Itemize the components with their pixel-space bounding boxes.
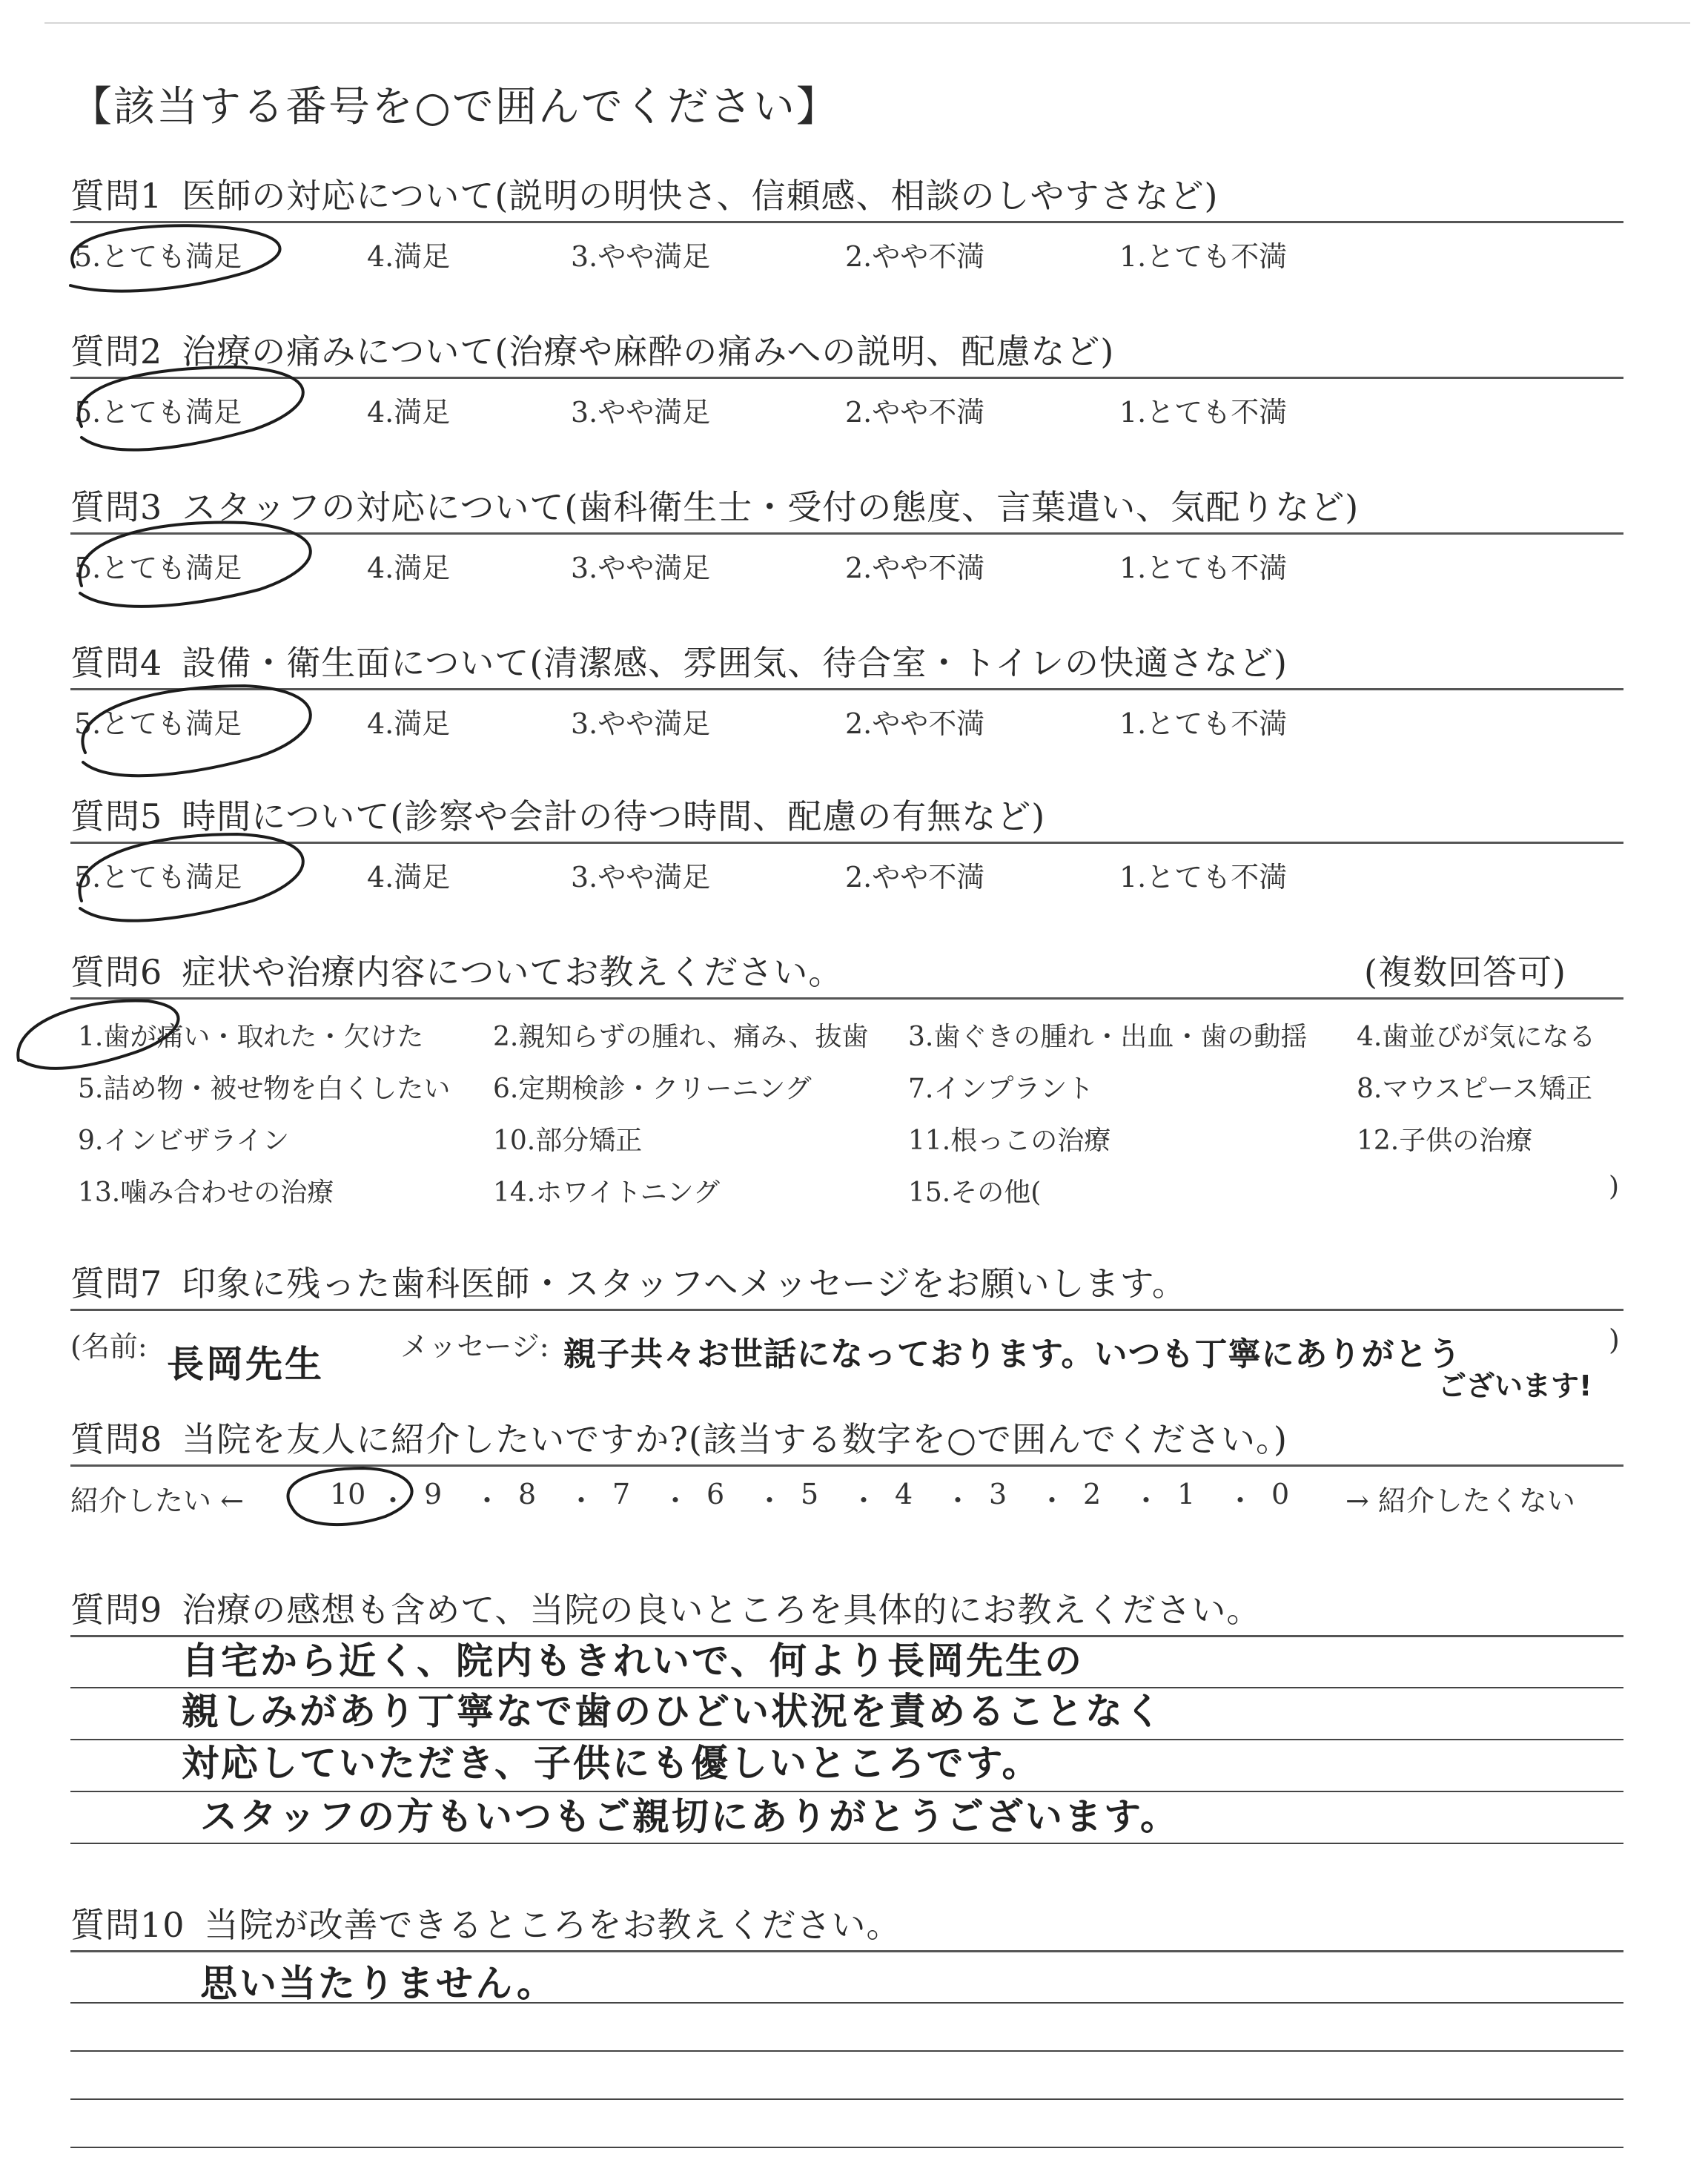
divider — [70, 688, 1623, 690]
q6-option-2[interactable]: 2.親知らずの腫れ、痛み、抜歯 — [493, 1022, 869, 1052]
q6-option-11[interactable]: 11.根っこの治療 — [908, 1126, 1111, 1156]
divider — [70, 377, 1623, 379]
question-text: 当院が改善できるところをお教えください。 — [204, 1905, 901, 1945]
question-text: 症状や治療内容についてお教えください。 — [182, 952, 844, 992]
message-handwritten-2[interactable]: ございます! — [1438, 1370, 1592, 1402]
scale-value-9[interactable]: 9 — [424, 1478, 443, 1510]
q6-option-3[interactable]: 3.歯ぐきの腫れ・出血・歯の動揺 — [908, 1022, 1308, 1052]
question-3 — [70, 480, 1359, 529]
q6-option-13[interactable]: 13.噛み合わせの治療 — [78, 1178, 334, 1208]
q6-option-5[interactable]: 5.詰め物・被せ物を白くしたい — [78, 1074, 451, 1104]
question-number: 質問1 — [70, 176, 163, 216]
question-text: スタッフの対応について(歯科衛生士・受付の態度、言葉遣い、気配りなど) — [182, 487, 1360, 527]
q6-option-12[interactable]: 12.子供の治療 — [1357, 1126, 1533, 1156]
q2-option-1[interactable]: 1.とても不満 — [1119, 396, 1288, 429]
question-10 — [70, 1898, 901, 1947]
question-4 — [70, 636, 1288, 685]
scale-value-5[interactable]: 5 — [801, 1478, 819, 1510]
page-header: 【該当する番号を○で囲んでください】 — [70, 83, 839, 131]
name-handwritten[interactable]: 長岡先生 — [167, 1343, 324, 1386]
q5-option-3[interactable]: 3.やや満足 — [571, 861, 711, 894]
q3-option-4[interactable]: 4.満足 — [367, 552, 451, 584]
question-text: 印象に残った歯科医師・スタッフへメッセージをお願いします。 — [182, 1264, 1187, 1304]
writing-line — [70, 1843, 1623, 1844]
divider — [70, 997, 1623, 1000]
q3-option-1[interactable]: 1.とても不満 — [1119, 552, 1288, 584]
q6-option-4[interactable]: 4.歯並びが気になる — [1357, 1022, 1596, 1052]
question-1 — [70, 169, 1218, 218]
scale-value-2[interactable]: 2 — [1083, 1478, 1102, 1510]
scale-separator: ・ — [1226, 1484, 1255, 1517]
question-number: 質問2 — [70, 331, 163, 371]
scale-value-1[interactable]: 1 — [1177, 1478, 1196, 1510]
q3-option-3[interactable]: 3.やや満足 — [571, 552, 711, 584]
q9-handwritten-line[interactable]: 親しみがあり丁寧なで歯のひどい状況を責めることなく — [182, 1690, 1164, 1733]
q1-option-5[interactable]: 5.とても満足 — [74, 240, 242, 273]
question-number: 質問3 — [70, 487, 163, 527]
question-text: 時間について(診察や会計の待つ時間、配慮の有無など) — [182, 796, 1046, 836]
q4-option-3[interactable]: 3.やや満足 — [571, 707, 711, 740]
recommend-left-label: 紹介したい ← — [70, 1484, 244, 1517]
q3-option-2[interactable]: 2.やや不満 — [845, 552, 985, 584]
scale-separator: ・ — [944, 1484, 973, 1517]
recommend-right-label: → 紹介したくない — [1345, 1484, 1575, 1517]
q10-handwritten-line[interactable]: 思い当たりません。 — [200, 1962, 556, 2005]
scale-separator: ・ — [850, 1484, 878, 1517]
writing-line — [70, 2050, 1623, 2052]
q1-option-2[interactable]: 2.やや不満 — [845, 240, 985, 273]
question-text: 医師の対応について(説明の明快さ、信頼感、相談のしやすさなど) — [182, 176, 1219, 216]
q6-option-6[interactable]: 6.定期検診・クリーニング — [493, 1074, 812, 1104]
q6-option-15-close: ) — [1609, 1172, 1620, 1202]
q6-option-7[interactable]: 7.インプラント — [908, 1074, 1094, 1104]
multiple-answer-note: (複数回答可) — [1364, 952, 1566, 992]
divider — [70, 221, 1623, 223]
scale-value-8[interactable]: 8 — [518, 1478, 537, 1510]
q9-handwritten-line[interactable]: 対応していただき、子供にも優しいところです。 — [182, 1742, 1042, 1785]
message-close-paren: ) — [1609, 1324, 1620, 1356]
q1-option-4[interactable]: 4.満足 — [367, 240, 451, 273]
q1-option-1[interactable]: 1.とても不満 — [1119, 240, 1288, 273]
question-number: 質問6 — [70, 952, 163, 992]
question-text: 設備・衛生面について(清潔感、雰囲気、待合室・トイレの快適さなど) — [182, 643, 1288, 683]
message-label: メッセージ: — [400, 1330, 549, 1363]
divider — [70, 1309, 1623, 1311]
scale-separator: ・ — [755, 1484, 784, 1517]
q5-option-2[interactable]: 2.やや不満 — [845, 861, 985, 894]
divider — [70, 1950, 1623, 1952]
question-text: 治療の痛みについて(治療や麻酔の痛みへの説明、配慮など) — [182, 331, 1115, 371]
q5-option-5[interactable]: 5.とても満足 — [74, 861, 242, 894]
q9-handwritten-line[interactable]: スタッフの方もいつもご親切にありがとうございます。 — [200, 1795, 1179, 1838]
question-number: 質問7 — [70, 1264, 163, 1304]
question-8 — [70, 1413, 1288, 1462]
top-border — [44, 22, 1690, 24]
divider — [70, 532, 1623, 535]
q4-option-2[interactable]: 2.やや不満 — [845, 707, 985, 740]
q4-option-1[interactable]: 1.とても不満 — [1119, 707, 1288, 740]
divider — [70, 1464, 1623, 1467]
q4-option-4[interactable]: 4.満足 — [367, 707, 451, 740]
q9-handwritten-line[interactable]: 自宅から近く、院内もきれいで、何より長岡先生の — [182, 1639, 1084, 1682]
scale-separator: ・ — [473, 1484, 502, 1517]
question-2 — [70, 325, 1114, 374]
message-handwritten[interactable]: 親子共々お世話になっております。いつも丁寧にありがとう — [563, 1335, 1462, 1373]
scale-separator: ・ — [661, 1484, 690, 1517]
scale-separator: ・ — [379, 1484, 408, 1517]
question-7 — [70, 1257, 1187, 1306]
q5-option-1[interactable]: 1.とても不満 — [1119, 861, 1288, 894]
q1-option-3[interactable]: 3.やや満足 — [571, 240, 711, 273]
question-6 — [70, 945, 843, 994]
name-label: (名前: — [70, 1330, 148, 1363]
question-text: 当院を友人に紹介したいですか?(該当する数字を○で囲んでください。) — [182, 1419, 1288, 1459]
q6-option-15[interactable]: 15.その他( — [908, 1178, 1042, 1208]
scale-value-4[interactable]: 4 — [895, 1478, 913, 1510]
q2-option-5[interactable]: 5.とても満足 — [74, 396, 242, 429]
question-9 — [70, 1583, 1261, 1632]
q2-option-3[interactable]: 3.やや満足 — [571, 396, 711, 429]
scale-separator: ・ — [1132, 1484, 1161, 1517]
scale-separator: ・ — [1038, 1484, 1067, 1517]
q3-option-5[interactable]: 5.とても満足 — [74, 552, 242, 584]
q6-option-8[interactable]: 8.マウスピース矯正 — [1357, 1074, 1593, 1104]
q6-option-1[interactable]: 1.歯が痛い・取れた・欠けた — [78, 1022, 424, 1052]
q2-option-2[interactable]: 2.やや不満 — [845, 396, 985, 429]
question-number: 質問5 — [70, 796, 163, 836]
question-5 — [70, 790, 1045, 839]
scale-value-7[interactable]: 7 — [612, 1478, 631, 1510]
question-number: 質問10 — [70, 1905, 185, 1945]
q4-option-5[interactable]: 5.とても満足 — [74, 707, 242, 740]
writing-line — [70, 2098, 1623, 2100]
scale-value-0[interactable]: 0 — [1271, 1478, 1290, 1510]
scale-value-3[interactable]: 3 — [989, 1478, 1007, 1510]
scale-value-10[interactable]: 10 — [330, 1478, 366, 1510]
scale-value-6[interactable]: 6 — [706, 1478, 725, 1510]
question-number: 質問8 — [70, 1419, 163, 1459]
q5-option-4[interactable]: 4.満足 — [367, 861, 451, 894]
q6-option-10[interactable]: 10.部分矯正 — [493, 1126, 643, 1156]
question-text: 治療の感想も含めて、当院の良いところを具体的にお教えください。 — [182, 1590, 1262, 1630]
question-number: 質問4 — [70, 643, 163, 683]
scale-separator: ・ — [567, 1484, 596, 1517]
question-number: 質問9 — [70, 1590, 163, 1630]
divider — [70, 842, 1623, 844]
q6-option-9[interactable]: 9.インビザライン — [78, 1126, 290, 1156]
q6-option-14[interactable]: 14.ホワイトニング — [493, 1178, 721, 1208]
q2-option-4[interactable]: 4.満足 — [367, 396, 451, 429]
writing-line — [70, 2147, 1623, 2148]
